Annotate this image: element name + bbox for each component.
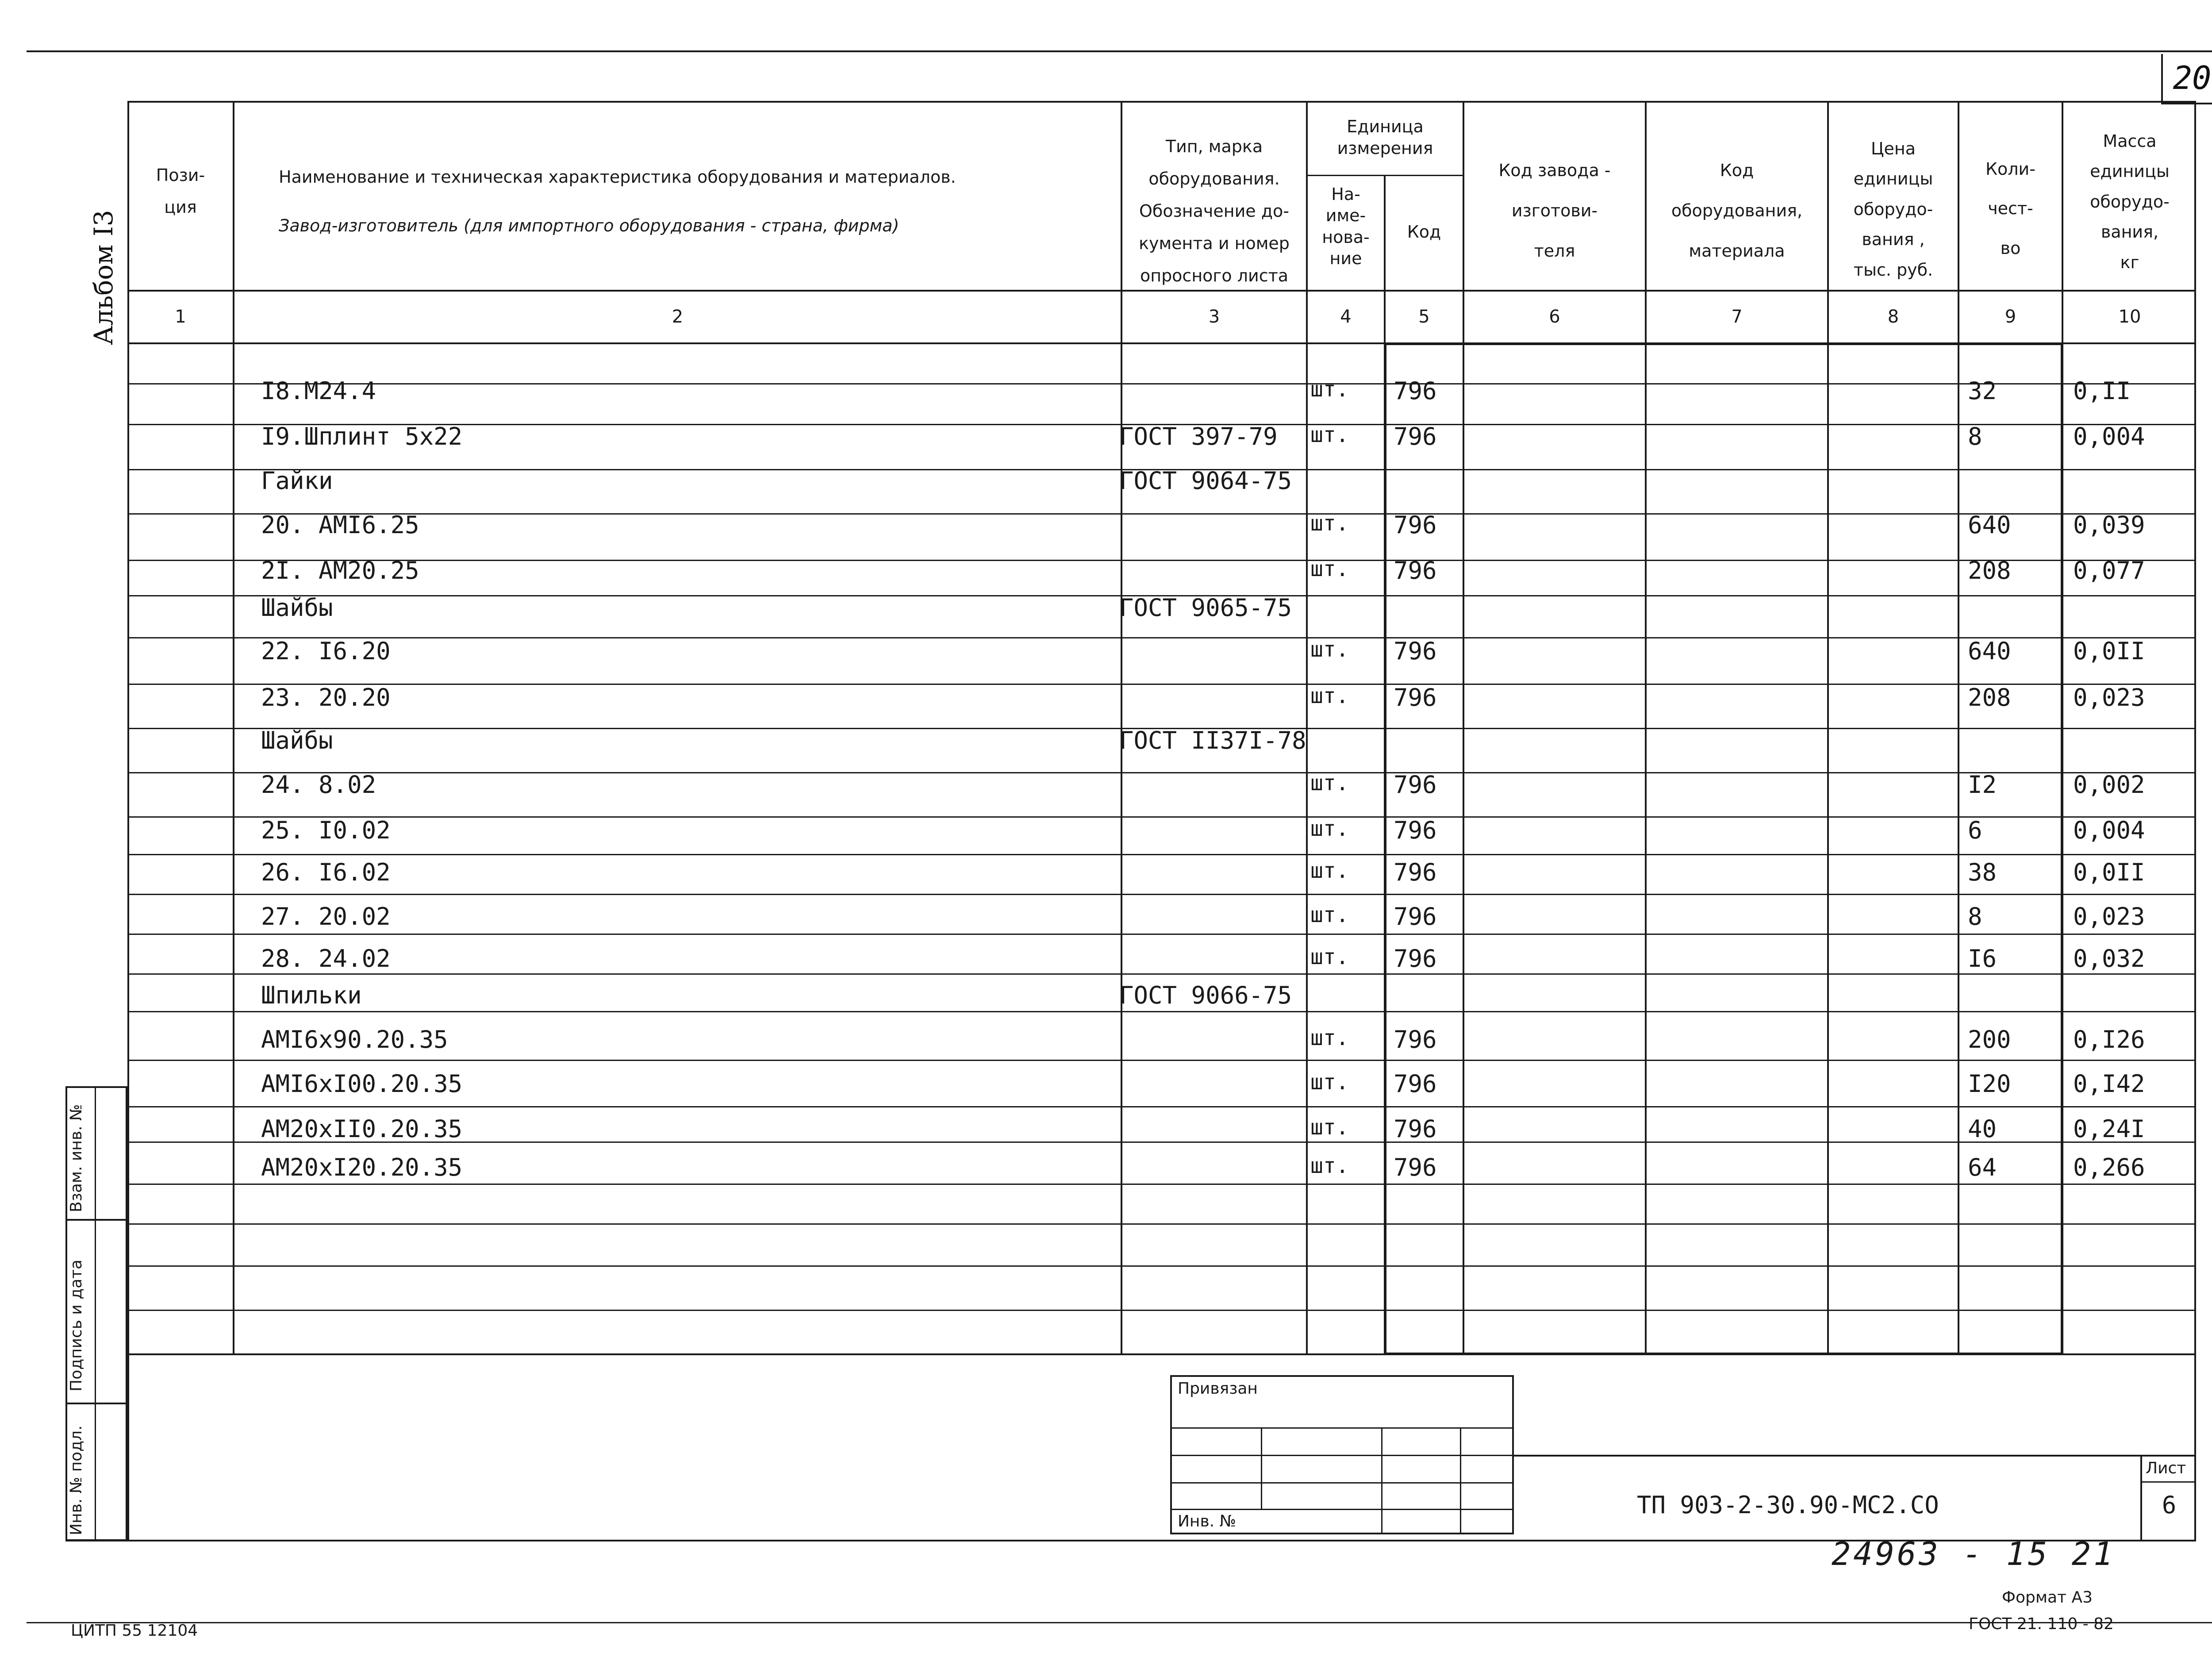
cell-unit: шт. xyxy=(1310,1070,1349,1095)
list-value: 6 xyxy=(2162,1491,2177,1519)
format-label: Формат А3 xyxy=(2002,1588,2093,1607)
cell-code: 796 xyxy=(1394,1026,1437,1053)
cell-code: 796 xyxy=(1394,816,1437,844)
cell-code: 796 xyxy=(1394,423,1437,450)
cell-qty: 64 xyxy=(1968,1153,1997,1181)
privyazan-vline-1 xyxy=(1261,1427,1262,1509)
header-qty: Коли- чест- во xyxy=(1985,159,2035,258)
cell-mass: 0,I26 xyxy=(2073,1026,2145,1053)
cell-qty: 640 xyxy=(1968,637,2011,665)
cell-name: Шпильки xyxy=(261,981,362,1009)
cell-mass: 0,0II xyxy=(2073,858,2145,886)
cell-mass: 0,0II xyxy=(2073,637,2145,665)
left-stamp-inner-line xyxy=(95,1086,96,1541)
sidebar-inv-podl: Инв. № подл. xyxy=(67,1425,85,1535)
cell-name: 28. 24.02 xyxy=(261,945,391,972)
inv-no-label: Инв. № xyxy=(1178,1512,1237,1530)
cell-mass: 0,266 xyxy=(2073,1153,2145,1181)
cell-unit: шт. xyxy=(1310,637,1349,662)
cell-mass: 0,023 xyxy=(2073,684,2145,711)
header-price: Цена единицы оборудо- вания , тыс. руб. xyxy=(1853,139,1933,280)
doc-code: ТП 903-2-30.90-МС2.СО xyxy=(1637,1491,1939,1519)
cell-qty: 6 xyxy=(1968,816,1982,844)
col-number-9: 9 xyxy=(2005,307,2016,327)
cell-qty: 640 xyxy=(1968,511,2011,539)
cell-code: 796 xyxy=(1394,858,1437,886)
cell-qty: 40 xyxy=(1968,1115,1997,1143)
cell-name: АМ20хI20.20.35 xyxy=(261,1153,463,1181)
cell-mass: 0,077 xyxy=(2073,557,2145,584)
privyazan-label: Привязан xyxy=(1178,1380,1258,1398)
cell-qty: 32 xyxy=(1968,377,1997,405)
cell-mass: 0,023 xyxy=(2073,903,2145,930)
cell-doc: ГОСТ II37I-78 xyxy=(1119,726,1306,754)
cell-mass: 0,II xyxy=(2073,377,2131,405)
row-line xyxy=(127,894,2196,895)
col-number-5: 5 xyxy=(1418,307,1430,327)
cell-unit: шт. xyxy=(1310,684,1349,708)
cell-qty: 38 xyxy=(1968,858,1997,886)
cell-unit: шт. xyxy=(1310,903,1349,927)
left-stamp-divider-1 xyxy=(65,1219,127,1221)
cell-unit: шт. xyxy=(1310,858,1349,883)
cell-unit: шт. xyxy=(1310,557,1349,581)
row-line xyxy=(127,1011,2196,1012)
list-label: Лист xyxy=(2146,1459,2186,1477)
privyazan-vline-2 xyxy=(1381,1427,1382,1534)
cell-name: 20. АМI6.25 xyxy=(261,511,419,539)
col-number-3: 3 xyxy=(1208,307,1220,327)
cell-name: 27. 20.02 xyxy=(261,903,391,930)
privyazan-vline-3 xyxy=(1460,1427,1461,1534)
cell-qty: 208 xyxy=(1968,684,2011,711)
col-number-10: 10 xyxy=(2118,307,2141,327)
cell-code: 796 xyxy=(1394,945,1437,972)
cell-code: 796 xyxy=(1394,1115,1437,1143)
cell-qty: I2 xyxy=(1968,771,1997,799)
row-line xyxy=(127,1223,2196,1225)
col-number-8: 8 xyxy=(1887,307,1899,327)
cell-name: АМ20хII0.20.35 xyxy=(261,1115,463,1143)
cell-unit: шт. xyxy=(1310,377,1349,402)
cell-code: 796 xyxy=(1394,637,1437,665)
thick-data-box xyxy=(1384,342,2063,1355)
cell-code: 796 xyxy=(1394,1070,1437,1098)
row-line xyxy=(127,934,2196,935)
col-number-6: 6 xyxy=(1549,307,1560,327)
row-line xyxy=(127,513,2196,515)
cell-mass: 0,039 xyxy=(2073,511,2145,539)
cell-qty: 200 xyxy=(1968,1026,2011,1053)
cell-mass: 0,004 xyxy=(2073,816,2145,844)
cell-qty: 8 xyxy=(1968,423,1982,450)
row-line xyxy=(127,684,2196,685)
cell-name: I8.М24.4 xyxy=(261,377,376,405)
row-line xyxy=(127,1184,2196,1185)
cell-code: 796 xyxy=(1394,1153,1437,1181)
privyazan-line-2 xyxy=(1170,1455,1514,1456)
privyazan-line-4 xyxy=(1170,1509,1514,1510)
cell-mass: 0,004 xyxy=(2073,423,2145,450)
cell-qty: I6 xyxy=(1968,945,1997,972)
header-mass: Масса единицы оборудо- вания, кг xyxy=(2090,131,2170,272)
cell-name: АМI6хI00.20.35 xyxy=(261,1070,463,1098)
cell-code: 796 xyxy=(1394,511,1437,539)
page-number: 20 xyxy=(2173,59,2212,96)
cell-unit: шт. xyxy=(1310,511,1349,536)
header-unit-group: Единица измерения xyxy=(1337,117,1433,158)
cell-qty: 208 xyxy=(1968,557,2011,584)
sheet-left-line xyxy=(127,1354,129,1541)
cell-doc: ГОСТ 9065-75 xyxy=(1119,594,1292,622)
col-number-1: 1 xyxy=(175,307,186,327)
row-line xyxy=(127,973,2196,975)
row-line xyxy=(127,816,2196,818)
top-border-line xyxy=(27,50,2212,52)
row-line xyxy=(127,560,2196,561)
cell-qty: I20 xyxy=(1968,1070,2011,1098)
row-line xyxy=(127,772,2196,773)
cell-qty: 8 xyxy=(1968,903,1982,930)
privyazan-line-3 xyxy=(1170,1482,1514,1484)
row-line xyxy=(127,1310,2196,1311)
left-stamp-divider-2 xyxy=(65,1403,127,1404)
cell-name: АМI6х90.20.35 xyxy=(261,1026,448,1053)
col-number-7: 7 xyxy=(1731,307,1743,327)
cell-unit: шт. xyxy=(1310,423,1349,447)
cell-name: 22. I6.20 xyxy=(261,637,391,665)
row-line xyxy=(127,637,2196,638)
gost-label: ГОСТ 21. 110 - 82 xyxy=(1969,1615,2114,1633)
row-line xyxy=(127,1265,2196,1267)
cell-name: Шайбы xyxy=(261,726,333,754)
row-line xyxy=(127,854,2196,855)
row-line xyxy=(127,383,2196,384)
header-name: Наименование и техническая характеристика оборудования и материалов. Завод-изготовитель (для импортного оборудования - страна, фирма) xyxy=(279,167,956,236)
cell-name: 23. 20.20 xyxy=(261,684,391,711)
cell-unit: шт. xyxy=(1310,816,1349,841)
bottom-frame-line xyxy=(27,1622,2212,1623)
header-unit-name: На- име- нова- ние xyxy=(1322,184,1370,268)
cell-name: 26. I6.02 xyxy=(261,858,391,886)
row-line xyxy=(127,1060,2196,1061)
cell-code: 796 xyxy=(1394,557,1437,584)
header-pos: Пози- ция xyxy=(156,165,205,217)
header-factory-code: Код завода - изготови- теля xyxy=(1498,161,1611,261)
cell-code: 796 xyxy=(1394,771,1437,799)
col-number-4: 4 xyxy=(1340,307,1352,327)
cell-unit: шт. xyxy=(1310,945,1349,969)
cell-mass: 0,I42 xyxy=(2073,1070,2145,1098)
cell-mass: 0,032 xyxy=(2073,945,2145,972)
cell-doc: ГОСТ 9064-75 xyxy=(1119,467,1292,495)
cell-doc: ГОСТ 9066-75 xyxy=(1119,981,1292,1009)
row-line xyxy=(127,1106,2196,1107)
handwritten-number: 24963 - 15 21 xyxy=(1832,1535,2116,1572)
header-equip-code: Код оборудования, материала xyxy=(1671,161,1803,261)
cell-mass: 0,24I xyxy=(2073,1115,2145,1143)
cell-name: I9.Шплинт 5х22 xyxy=(261,423,463,450)
cell-name: 24. 8.02 xyxy=(261,771,376,799)
privyazan-line-1 xyxy=(1170,1427,1514,1429)
cell-code: 796 xyxy=(1394,903,1437,930)
header-type: Тип, марка оборудования. Обозначение до- кумента и номер опросного листа xyxy=(1139,137,1290,285)
cell-unit: шт. xyxy=(1310,1026,1349,1050)
cell-name: Шайбы xyxy=(261,594,333,622)
doc-code-top-line xyxy=(1514,1455,2196,1457)
cell-mass: 0,002 xyxy=(2073,771,2145,799)
cell-unit: шт. xyxy=(1310,1153,1349,1178)
list-box-divider xyxy=(2140,1481,2196,1483)
cell-doc: ГОСТ 397-79 xyxy=(1119,423,1278,450)
cell-name: Гайки xyxy=(261,467,333,495)
album-label: Альбом I3 xyxy=(88,210,119,345)
cell-name: 25. I0.02 xyxy=(261,816,391,844)
cell-code: 796 xyxy=(1394,377,1437,405)
cell-unit: шт. xyxy=(1310,1115,1349,1140)
sidebar-podpis: Подпись и дата xyxy=(67,1259,85,1391)
sidebar-vzam: Взам. инв. № xyxy=(67,1104,85,1212)
tsitp-label: ЦИТП 55 12104 xyxy=(71,1622,198,1640)
header-unit-code: Код xyxy=(1407,222,1441,242)
col-number-2: 2 xyxy=(672,307,684,327)
cell-code: 796 xyxy=(1394,684,1437,711)
cell-name: 2I. АМ20.25 xyxy=(261,557,419,584)
cell-unit: шт. xyxy=(1310,771,1349,796)
